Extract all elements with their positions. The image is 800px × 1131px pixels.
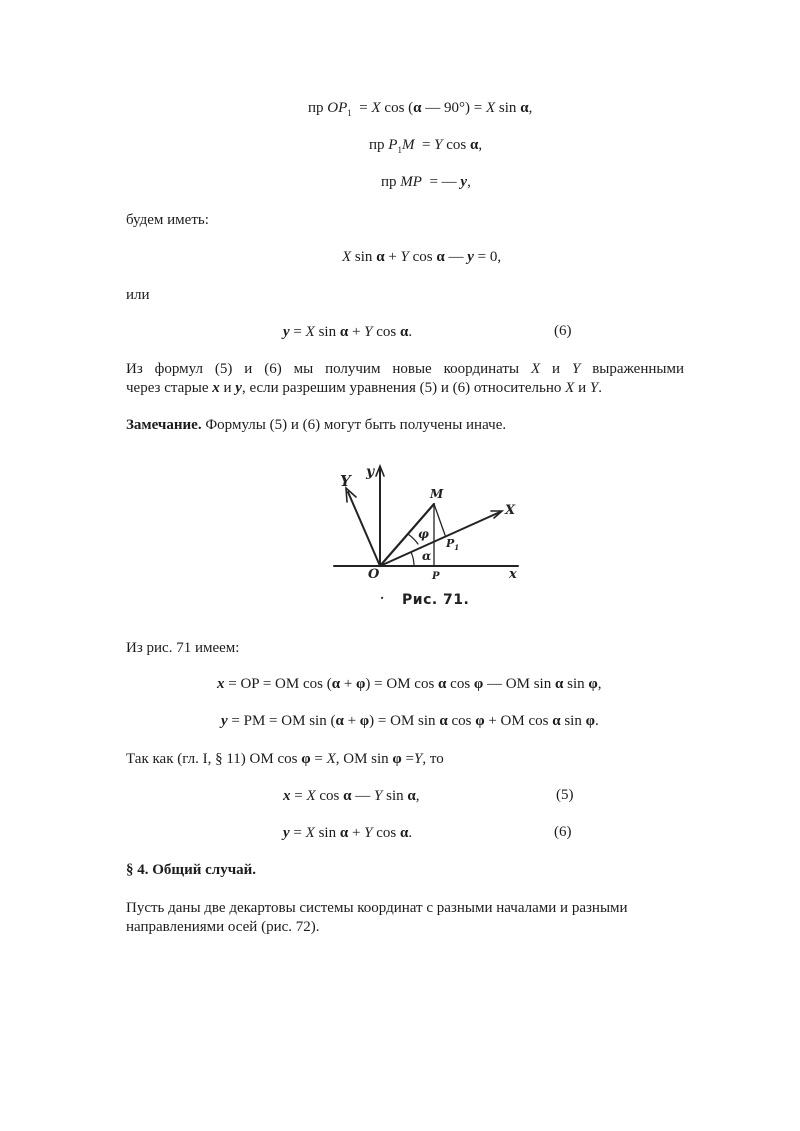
equation-x-5: x = X cos α — Y sin α,	[283, 788, 420, 804]
figure-caption: Рис. 71.	[402, 592, 470, 608]
figure-dot: ·	[380, 591, 385, 605]
paragraph-general-case-line1: Пусть даны две декартовы системы координат с разными началами и разными	[126, 900, 628, 916]
label-X: X	[505, 503, 516, 518]
label-M: M	[430, 487, 444, 501]
segment-mp1	[434, 504, 445, 535]
equation-proj-mp: пр MP = — y,	[381, 174, 471, 190]
remark: Замечание. Формулы (5) и (6) могут быть получены иначе.	[126, 417, 507, 433]
text-tak-kak: Так как (гл. I, § 11) OM cos φ = X, OM sin φ =Y, то	[126, 751, 444, 767]
rotated-y-axis	[348, 492, 380, 566]
equation-number-5: (5)	[556, 787, 574, 803]
equation-proj-op1: пр $OP_1 = X$ cos (α — 90°) = X sin α,	[308, 100, 533, 118]
text-iz-ris: Из рис. 71 имеем:	[126, 640, 240, 656]
label-alpha: α	[422, 549, 432, 563]
equation-y-pm: y = PM = OM sin (α + φ) = OM sin α cos φ + OM cos α sin φ.	[221, 713, 599, 729]
label-Y: Y	[340, 472, 351, 490]
label-P1: $P_1$	[446, 537, 460, 552]
section-heading: § 4. Общий случай.	[126, 862, 257, 878]
equation-y-6b: y = X sin α + Y cos α.	[283, 825, 413, 841]
equation-sum-zero: X sin α + Y cos α — y = 0,	[342, 249, 502, 265]
paragraph-new-coordinates: Из формул (5) и (6) мы получим новые координаты X и Y выраженными через старые x и y, если разрешим уравнения (5) и (6) относительно X и Y.	[126, 361, 684, 396]
label-phi: φ	[418, 527, 429, 541]
equation-number-6b: (6)	[554, 824, 572, 840]
label-P: P	[432, 571, 440, 582]
equation-proj-p1m: пр $P_1M = Y$ cos α,	[369, 137, 483, 155]
equation-number-6a: (6)	[554, 323, 572, 339]
label-x: x	[509, 567, 517, 582]
label-O: O	[368, 567, 380, 582]
text-budem-imet: будем иметь:	[126, 212, 209, 228]
equation-x-op: x = OP = OM cos (α + φ) = OM cos α cos φ — OM sin α sin φ,	[217, 676, 602, 692]
equation-y-6: y = X sin α + Y cos α.	[283, 324, 413, 340]
text-ili: или	[126, 287, 150, 303]
paragraph-general-case-line2: направлениями осей (рис. 72).	[126, 919, 320, 935]
figure-71	[330, 462, 530, 612]
label-y: y	[366, 464, 375, 480]
